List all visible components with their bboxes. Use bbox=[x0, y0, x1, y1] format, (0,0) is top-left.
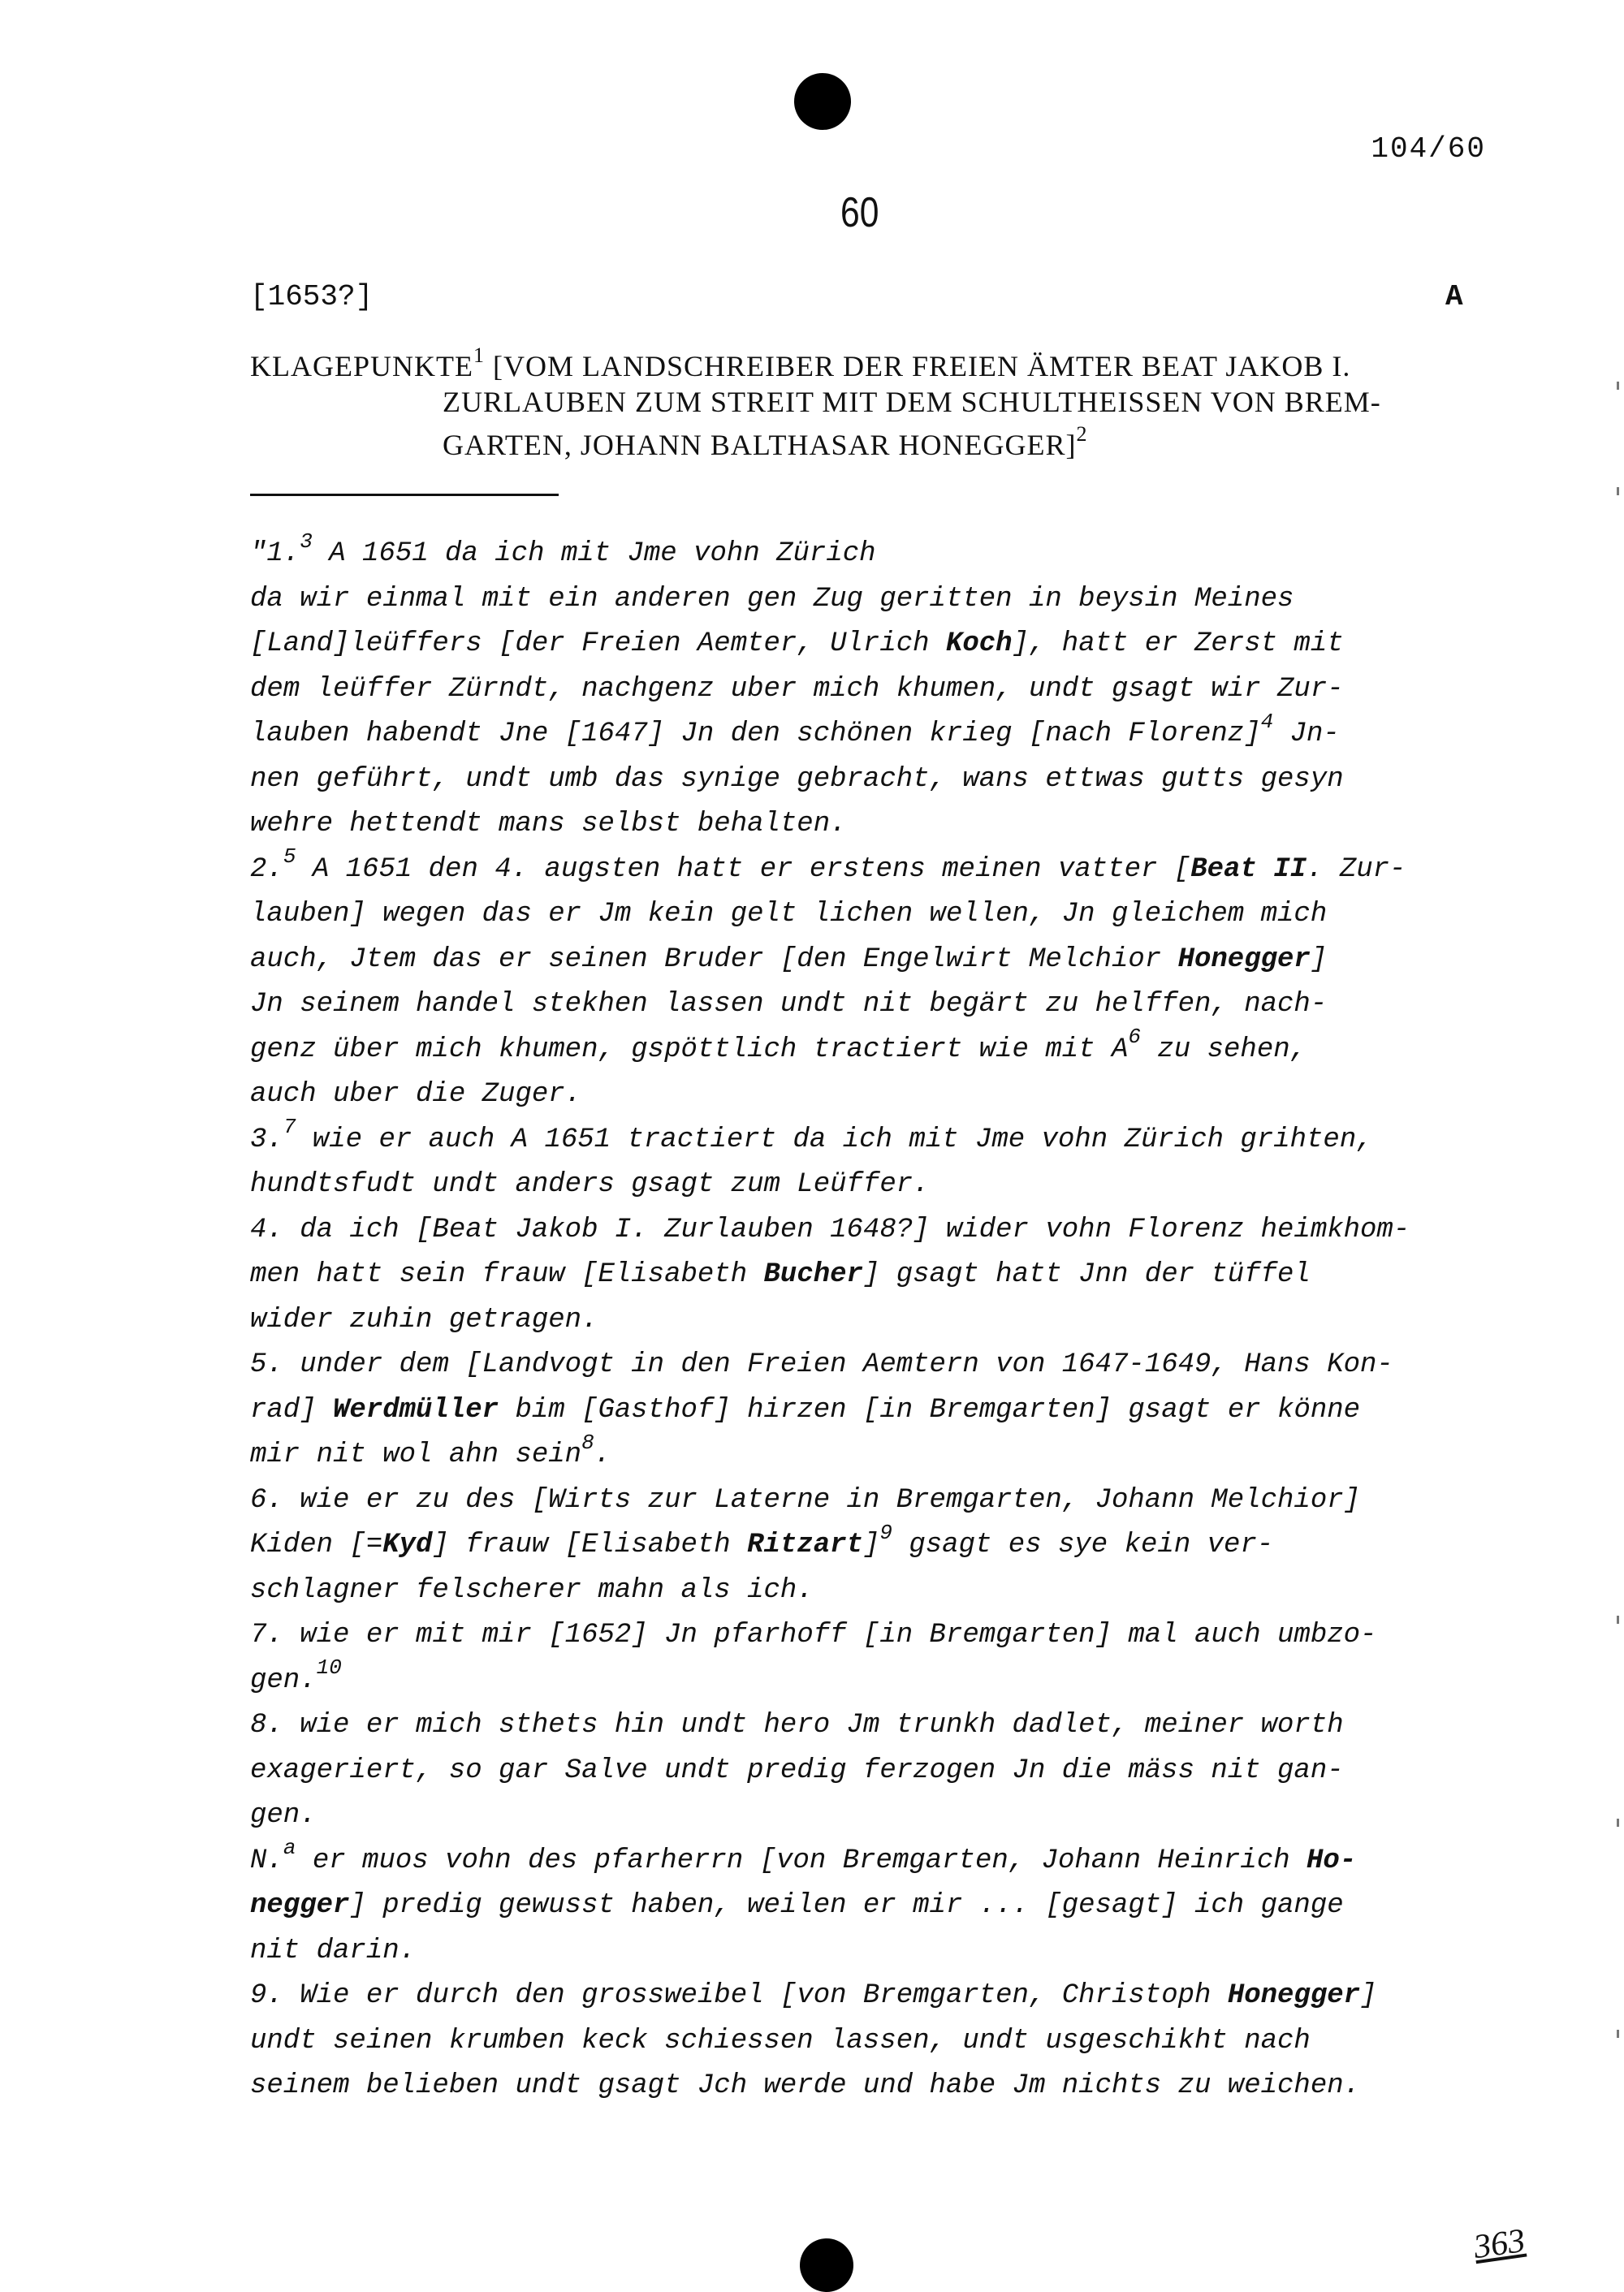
title-line-2: ZURLAUBEN ZUM STREIT MIT DEM SCHULTHEISSEN VON BREM- bbox=[443, 386, 1381, 418]
entry-note: N.$^a$ er muos vohn des pfarherrn [von Bremgarten, Johann Heinrich Ho- bbox=[250, 1836, 1357, 1876]
name-emphasis: Ho- bbox=[1307, 1845, 1357, 1876]
name-emphasis: Beat II bbox=[1190, 853, 1307, 885]
footnote-ref: 3 bbox=[300, 529, 313, 554]
document-title bbox=[250, 341, 1484, 463]
footnote-ref: 2 bbox=[1076, 422, 1088, 446]
footnote-ref: 8 bbox=[581, 1430, 594, 1455]
name-emphasis: Ritzart bbox=[747, 1530, 863, 1560]
handwritten-page-stamp: 363 bbox=[1471, 2221, 1527, 2267]
punch-hole-bottom bbox=[800, 2238, 853, 2292]
page-number: 60 bbox=[840, 189, 879, 236]
document-reference-number: 104/60 bbox=[1371, 132, 1486, 166]
footnote-ref: 4 bbox=[1260, 709, 1274, 734]
complaint-entry-6: 6. wie er zu des [Wirts zur Laterne in Bremgarten, Johann Melchior] Kiden [=Kyd] frauw [Elisabeth Ritzart]$^9$ gsagt es sye kein ver- schlagner felscherer mahn als ich. bbox=[250, 1484, 1361, 1606]
name-emphasis: Kyd bbox=[382, 1530, 433, 1560]
name-emphasis: Honegger bbox=[1177, 943, 1311, 975]
complaint-entry-5: 5. under dem [Landvogt in den Freien Aemtern von 1647-1649, Hans Kon- rad] Werdmüller bim [Gasthof] hirzen [in Bremgarten] gsagt er könne mir nit wol ahn sein$^8$. bbox=[250, 1349, 1393, 1470]
footnote-ref: 5 bbox=[283, 844, 296, 870]
document-class-letter: A bbox=[1445, 280, 1463, 313]
name-emphasis: Werdmüller bbox=[333, 1394, 499, 1426]
title-line-3: GARTEN, JOHANN BALTHASAR HONEGGER]$^2$ bbox=[443, 422, 1088, 461]
document-date: [1653?] bbox=[250, 280, 374, 313]
complaint-entry-8: 8. wie er mich sthets hin undt hero Jm trunkh dadlet, meiner worth exageriert, so gar Salve undt predig ferzogen Jn die mäss nit gan- gen. N.$^a$ er muos vohn des pfarherrn [von Bremgarten, Johann Heinrich Ho- negger] predig gewusst haben, weilen er mir ... [gesagt] ich gange nit darin. bbox=[250, 1703, 1492, 1974]
complaint-entry-4: 4. da ich [Beat Jakob I. Zurlauben 1648?] wider vohn Florenz heimkhom- men hatt sein frauw [Elisabeth Bucher] gsagt hatt Jnn der tüffel wider zuhin getragen. bbox=[250, 1214, 1410, 1336]
scan-edge-marks bbox=[1603, 365, 1619, 2152]
footnote-ref: 6 bbox=[1128, 1025, 1141, 1050]
name-emphasis: Bucher bbox=[763, 1259, 863, 1290]
complaint-entry-3: 3.$^7$ wie er auch A 1651 tractiert da ich mit Jme vohn Zürich grihten, hundtsfudt undt anders gsagt zum Leüffer. bbox=[250, 1115, 1373, 1200]
footnote-ref: 7 bbox=[283, 1115, 296, 1140]
punch-hole-top bbox=[794, 73, 851, 130]
footnote-ref: a bbox=[283, 1836, 296, 1861]
title-divider bbox=[250, 494, 559, 496]
name-emphasis: negger bbox=[250, 1890, 350, 1921]
title-line-1: KLAGEPUNKTE$^1$ [VOM LANDSCHREIBER DER FREIEN ÄMTER BEAT JAKOB I. bbox=[250, 343, 1351, 382]
name-emphasis: Koch bbox=[945, 628, 1013, 659]
complaint-entry-2: 2.$^5$ A 1651 den 4. augsten hatt er erstens meinen vatter [Beat II. Zur- lauben] wegen das er Jm kein gelt lichen wellen, Jn gleichem mich auch, Jtem das er seinen Bruder [den Engelwirt Melchior Honegger] Jn seinem handel stekhen lassen undt nit begärt zu helffen, nach- genz über mich khumen, gspöttlich tractiert wie mit $A^6$ zu sehen, auch uber die Zuger. bbox=[250, 844, 1406, 1110]
footnote-ref: 10 bbox=[316, 1655, 342, 1681]
name-emphasis: Honegger bbox=[1227, 1980, 1361, 2011]
footnote-ref: 9 bbox=[879, 1520, 892, 1545]
complaint-entry-1: "1.$^3$ A 1651 da ich mit Jme vohn Zürich da wir einmal mit ein anderen gen Zug geritten in beysin Meines [Land]leüffers [der Freien Aemter, Ulrich Koch], hatt er Zerst mit dem leüffer Zürndt, nachgenz uber mich khumen, undt gsagt wir Zur- lauben habendt Jne [1647] Jn den schönen krieg [nach Florenz]$^4$ Jn- nen geführt, undt umb das synige gebracht, wans ettwas gutts gesyn wehre hettendt mans selbst behalten. bbox=[250, 529, 1344, 840]
complaint-entry-9: 9. Wie er durch den grossweibel [von Bremgarten, Christoph Honegger] undt seinen krumben keck schiessen lassen, undt usgeschikht nach seinem belieben undt gsagt Jch werde und habe Jm nichts zu weichen. bbox=[250, 1980, 1377, 2101]
complaint-list bbox=[250, 529, 1492, 2109]
complaint-entry-7: 7. wie er mit mir [1652] Jn pfarhoff [in Bremgarten] mal auch umbzo- gen.$^{10}$ bbox=[250, 1620, 1377, 1696]
footnote-ref: 1 bbox=[473, 343, 485, 367]
